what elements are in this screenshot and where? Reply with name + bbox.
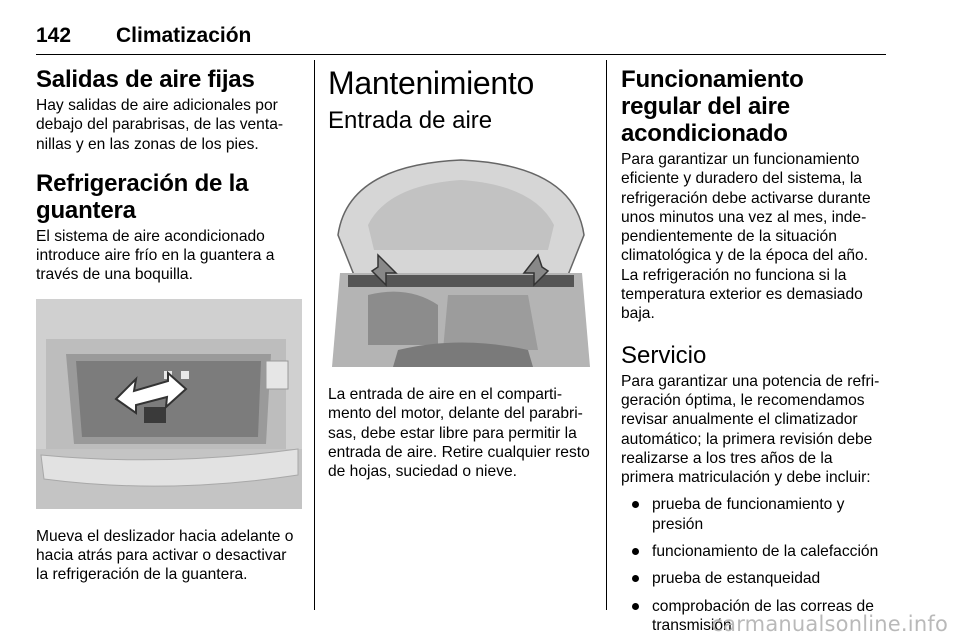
list-item: prueba de funcionamiento y presión — [621, 495, 887, 534]
regular-operation-text: Para garantizar un funcionamiento eficiente y duradero del sistema, la refrigeración debe activarse durante unos minutos una vez al mes, inde-pendientemente de la situación climatológica y de la época del año. La refrigeración no funciona si la temperatura exterior es demasiado baja. — [621, 151, 871, 323]
glovebox-figure-caption: Mueva el deslizador hacia adelante o hacia atrás para activar o desactivar la refrigeración de la guantera. — [36, 527, 294, 584]
glovebox-illustration — [36, 299, 302, 509]
page-header — [36, 22, 886, 55]
air-intake-figure-caption: La entrada de aire en el comparti-mento del motor, delante del parabri-sas, debe estar libre para permitir la entrada de aire. Retire cualquier resto de hojas, suciedad o nieve. — [328, 386, 590, 481]
section-title-service: Servicio — [621, 341, 707, 369]
list-item: prueba de estanqueidad — [621, 569, 887, 588]
left-column — [36, 66, 302, 585]
list-item: funcionamiento de la calefacción — [621, 542, 887, 561]
right-column — [621, 66, 887, 643]
bullet-icon — [632, 501, 639, 508]
bullet-icon — [632, 575, 639, 582]
watermark: carmanualsonline.info — [711, 612, 948, 636]
section-title-maintenance: Mantenimiento — [328, 65, 534, 101]
subsection-title-air-intake: Entrada de aire — [328, 107, 493, 134]
section-title-glovebox-cooling: Refrigeración de la guantera — [36, 169, 249, 224]
chapter-title: Climatización — [116, 24, 252, 47]
middle-column — [328, 66, 594, 481]
engine-bay-figure — [328, 155, 594, 367]
glovebox-figure — [36, 299, 302, 509]
section-title-regular-operation: Funcionamiento regular del aire acondicionado — [621, 66, 804, 147]
service-text: Para garantizar una potencia de refri-geración óptima, le recomendamos revisar anualmente el climatizador automático; la primera revisión debe realizarse a los tres años de la primera matriculación y debe incluir: — [621, 372, 880, 487]
column-divider — [606, 60, 607, 610]
page-number: 142 — [36, 24, 72, 47]
column-divider — [314, 60, 315, 610]
fixed-vents-text: Hay salidas de aire adicionales por debajo del parabrisas, de las venta-nillas y en las zonas de los pies. — [36, 97, 284, 153]
bullet-icon — [632, 603, 639, 610]
engine-bay-illustration — [328, 155, 594, 367]
list-item: comprobación de las correas de transmisión — [621, 597, 887, 636]
section-title-fixed-vents: Salidas de aire fijas — [36, 66, 255, 93]
bullet-icon — [632, 548, 639, 555]
glovebox-cooling-text: El sistema de aire acondicionado introduce aire frío en la guantera a través de una boquilla. — [36, 227, 275, 284]
